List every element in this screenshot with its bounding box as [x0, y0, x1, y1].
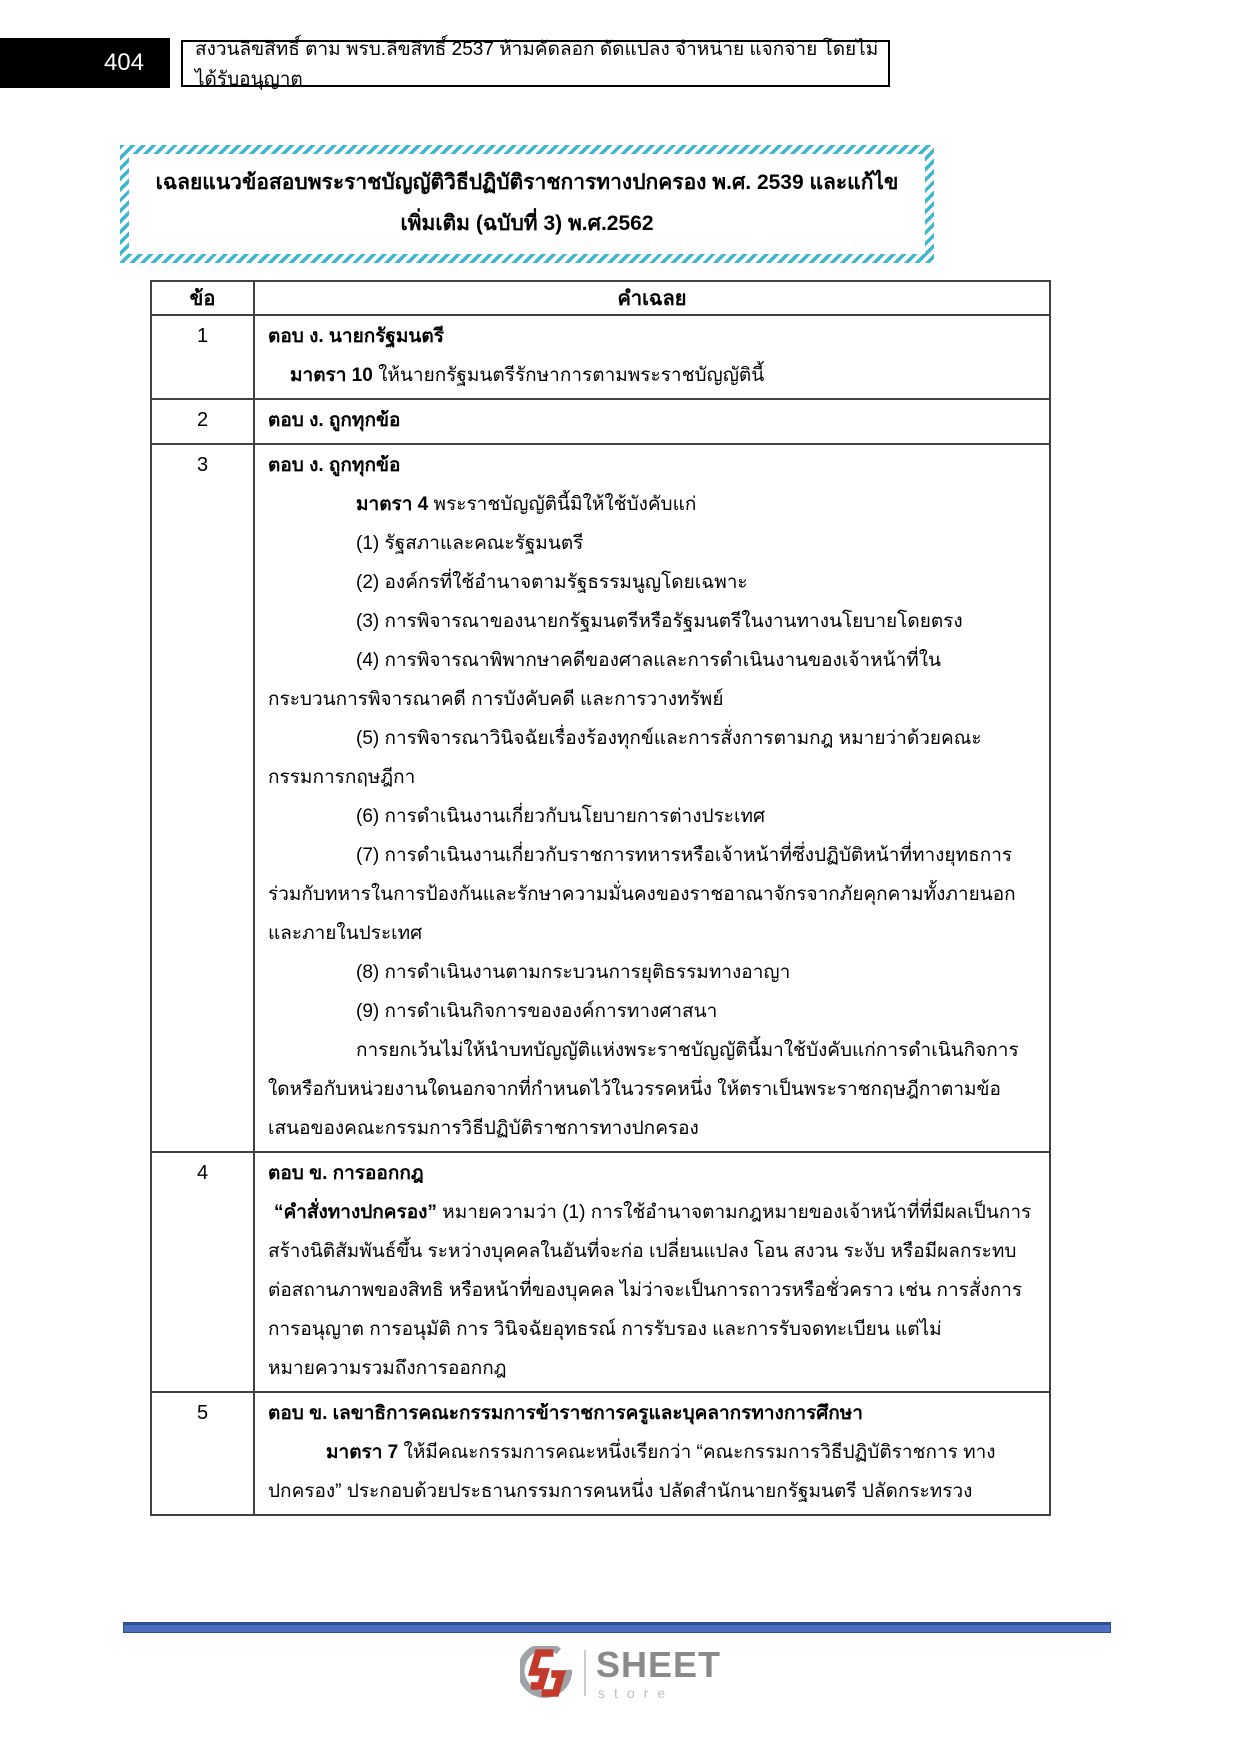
- answer-bold-text: ตอบ ข. การออกกฎ: [268, 1163, 424, 1184]
- table-header-row: [151, 281, 1050, 315]
- question-number-cell: 5: [151, 1392, 254, 1515]
- answers-table: [150, 280, 1051, 1516]
- title-box: [120, 145, 934, 263]
- answer-bold-text: ตอบ ง. ถูกทุกข้อ: [268, 410, 401, 431]
- table-row: [151, 399, 1050, 444]
- answer-bold-text: “คำสั่งทางปกครอง”: [274, 1202, 437, 1223]
- page-number-bar: [0, 38, 170, 88]
- answer-cell: [254, 315, 1050, 399]
- answer-paragraph: [268, 563, 1035, 602]
- answer-bold-text: ตอบ ง. นายกรัฐมนตรี: [268, 326, 444, 347]
- answer-text: (2) องค์กรที่ใช้อำนาจตามรัฐธรรมนูญโดยเฉพาะ: [356, 572, 748, 593]
- table-row: [151, 315, 1050, 399]
- question-number-cell: 3: [151, 444, 254, 1152]
- footer-divider-bar: [123, 1622, 1111, 1633]
- page-title: เฉลยแนวข้อสอบพระราชบัญญัติวิธีปฏิบัติราชการทางปกครอง พ.ศ. 2539 และแก้ไขเพิ่มเติม (ฉบับที่ 3) พ.ศ.2562: [155, 171, 899, 235]
- question-number-cell: 2: [151, 399, 254, 444]
- answer-paragraph: [268, 401, 1035, 440]
- answer-paragraph: [268, 602, 1035, 641]
- answer-text: ให้นายกรัฐมนตรีรักษาการตามพระราชบัญญัตินี้: [372, 365, 765, 386]
- answer-bold-text: ตอบ ง. ถูกทุกข้อ: [268, 455, 401, 476]
- answer-bold-text: มาตรา 10: [290, 365, 373, 386]
- answer-text: (3) การพิจารณาของนายกรัฐมนตรีหรือรัฐมนตรีในงานทางนโยบายโดยตรง: [356, 611, 963, 632]
- answer-text: (7) การดำเนินงานเกี่ยวกับราชการทหารหรือเจ้าหน้าที่ซึ่งปฏิบัติหน้าที่ทางยุทธการร่วมกับทหารในการป้องกันและรักษาความมั่นคงของราชอาณาจักรจากภัยคุกคามทั้งภายนอกและภายในประเทศ: [268, 845, 1016, 944]
- answer-paragraph: [268, 317, 1035, 356]
- s-logo-icon: [520, 1646, 574, 1700]
- answer-text: หมายความว่า (1) การใช้อำนาจตามกฎหมายของเจ้าหน้าที่ที่มีผลเป็นการสร้างนิติสัมพันธ์ขึ้น ระหว่างบุคคลในอันที่จะก่อ เปลี่ยนแปลง โอน สงวน ระงับ หรือมีผลกระทบต่อสถานภาพของสิทธิ หรือหน้าที่ของบุคคล ไม่ว่าจะเป็นการถาวรหรือชั่วคราว เช่น การสั่งการ การอนุญาต การอนุมัติ การ วินิจฉัยอุทธรณ์ การรับรอง และการรับจดทะเบียน แต่ไม่หมายความรวมถึงการออกกฎ: [268, 1202, 1032, 1379]
- answer-bold-text: มาตรา 7: [326, 1442, 399, 1463]
- answer-cell: [254, 399, 1050, 444]
- answer-paragraph: [268, 356, 1035, 395]
- answer-text: การยกเว้นไม่ให้นำบทบัญญัติแห่งพระราชบัญญัตินี้มาใช้บังคับแก่การดำเนินกิจการใดหรือกับหน่วยงานใดนอกจากที่กำหนดไว้ในวรรคหนึ่ง ให้ตราเป็นพระราชกฤษฎีกาตามข้อเสนอของคณะกรรมการวิธีปฏิบัติราชการทางปกครอง: [268, 1040, 1019, 1139]
- answer-text: (4) การพิจารณาพิพากษาคดีของศาลและการดำเนินงานของเจ้าหน้าที่ในกระบวนการพิจารณาคดี การบังคับคดี และการวางทรัพย์: [268, 650, 942, 710]
- table-row: [151, 444, 1050, 1152]
- question-number-cell: 4: [151, 1152, 254, 1392]
- answer-paragraph: [268, 1433, 1035, 1511]
- answer-text: (6) การดำเนินงานเกี่ยวกับนโยบายการต่างประเทศ: [356, 806, 766, 827]
- answer-text: (5) การพิจารณาวินิจฉัยเรื่องร้องทุกข์และการสั่งการตามกฎ หมายว่าด้วยคณะกรรมการกฤษฎีกา: [268, 728, 982, 788]
- answer-paragraph: [268, 524, 1035, 563]
- table-row: [151, 1392, 1050, 1515]
- logo-sheet-text: SHEET: [595, 1643, 722, 1685]
- question-number-cell: 1: [151, 315, 254, 399]
- answer-paragraph: [268, 641, 1035, 719]
- answer-paragraph: [268, 1193, 1035, 1388]
- answer-text: พระราชบัญญัตินี้มิให้ใช้บังคับแก่: [428, 494, 697, 515]
- header-question-number: ข้อ: [151, 281, 254, 315]
- answer-bold-text: ตอบ ข. เลขาธิการคณะกรรมการข้าราชการครูและบุคลากรทางการศึกษา: [268, 1403, 863, 1424]
- answer-bold-text: มาตรา 4: [356, 494, 429, 515]
- answer-cell: [254, 1152, 1050, 1392]
- page-number: 404: [103, 49, 144, 76]
- sheet-store-logo: [0, 1643, 1241, 1701]
- answers-table-body: [151, 315, 1050, 1515]
- answer-paragraph: [268, 953, 1035, 992]
- answer-paragraph: [268, 836, 1035, 953]
- answer-paragraph: [268, 992, 1035, 1031]
- answer-cell: [254, 1392, 1050, 1515]
- answer-paragraph: [268, 485, 1035, 524]
- logo-divider: [584, 1650, 586, 1696]
- answer-text: (9) การดำเนินกิจการขององค์การทางศาสนา: [356, 1001, 718, 1022]
- table-row: [151, 1152, 1050, 1392]
- answer-paragraph: [268, 1154, 1035, 1193]
- answer-paragraph: [268, 1394, 1035, 1433]
- answer-text: (1) รัฐสภาและคณะรัฐมนตรี: [356, 533, 584, 554]
- header-answer: คำเฉลย: [254, 281, 1050, 315]
- answer-paragraph: [268, 446, 1035, 485]
- copyright-box: [181, 38, 890, 90]
- logo-store-text: store: [597, 1684, 675, 1701]
- copyright-text: สงวนลิขสิทธิ์ ตาม พรบ.ลิขสิทธิ์ 2537 ห้ามคัดลอก ดัดแปลง จำหน่าย แจกจ่าย โดยไม่ได้รับอนุญาต: [195, 38, 879, 90]
- answer-text: (8) การดำเนินงานตามกระบวนการยุติธรรมทางอาญา: [356, 962, 791, 983]
- logo-text: [595, 1643, 722, 1701]
- answer-paragraph: [268, 1031, 1035, 1148]
- answer-paragraph: [268, 797, 1035, 836]
- answer-text: ให้มีคณะกรรมการคณะหนึ่งเรียกว่า “คณะกรรมการวิธีปฏิบัติราชการ ทางปกครอง” ประกอบด้วยประธานกรรมการคนหนึ่ง ปลัดสำนักนายกรัฐมนตรี ปลัดกระทรวง: [268, 1442, 996, 1502]
- answer-cell: [254, 444, 1050, 1152]
- answer-paragraph: [268, 719, 1035, 797]
